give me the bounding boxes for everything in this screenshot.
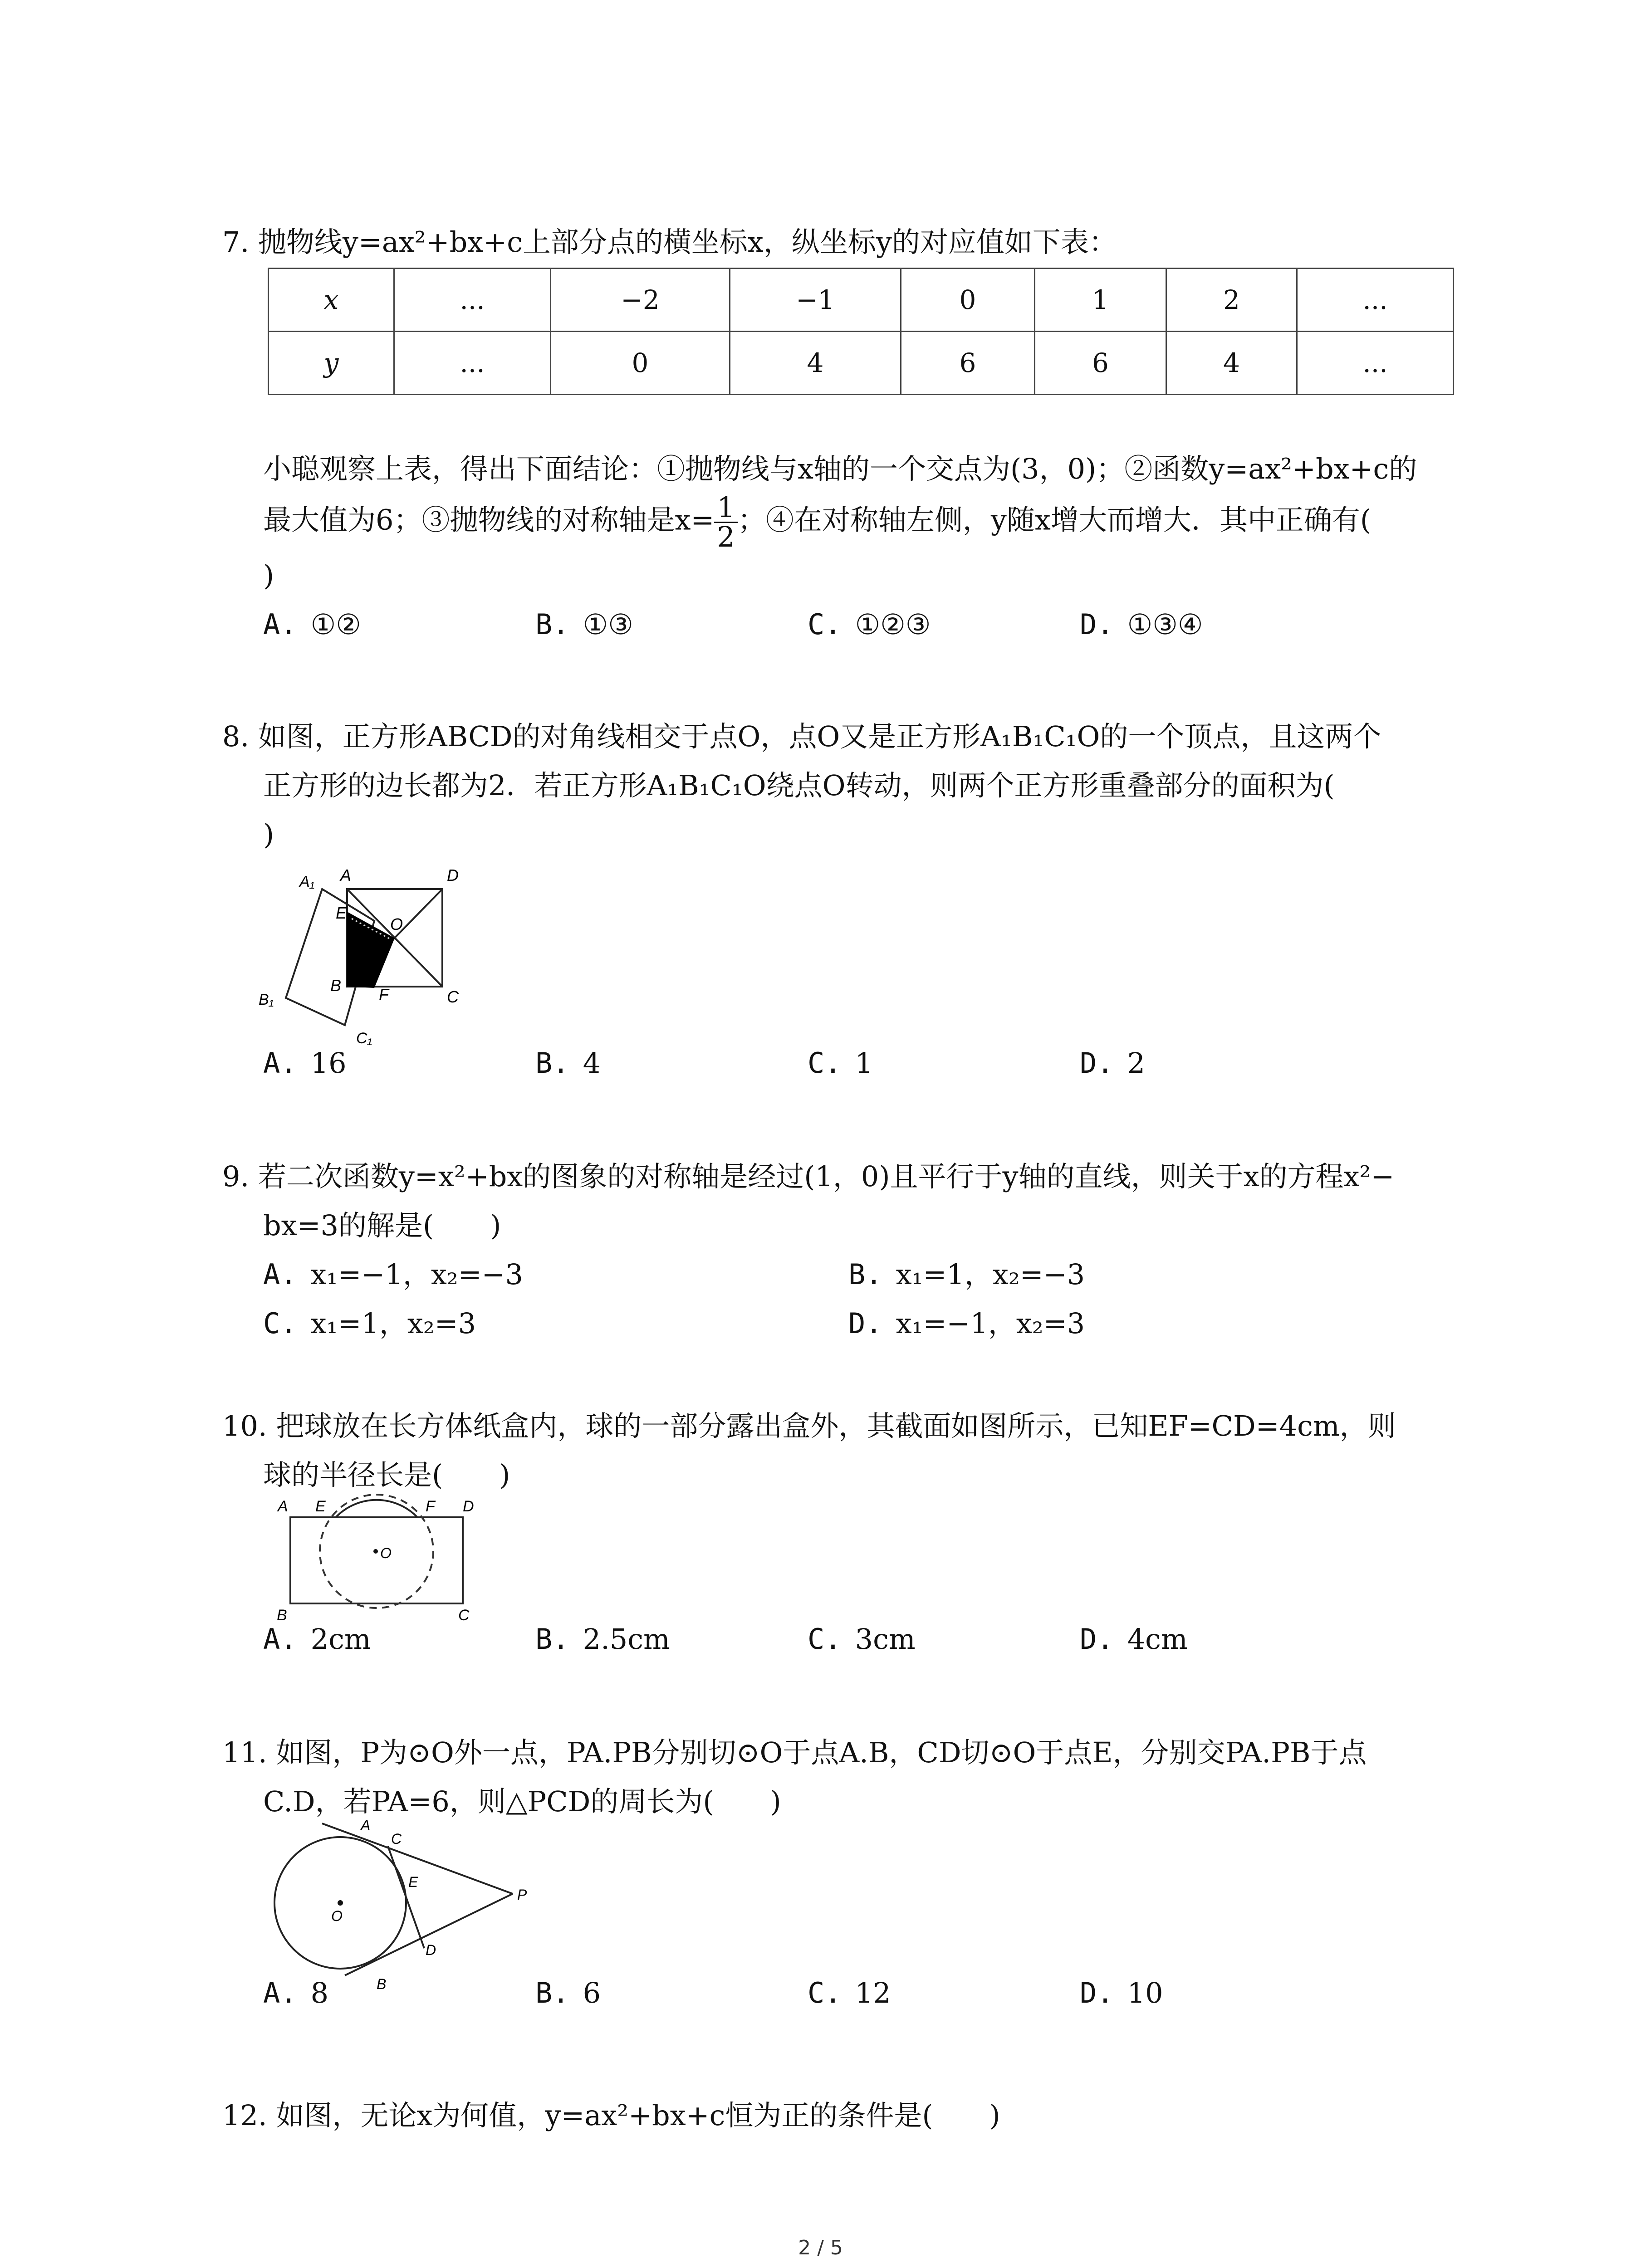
option-d[interactable]: D. 10 (1080, 1976, 1163, 2009)
option-b[interactable]: B. 4 (535, 1046, 601, 1080)
question-text: bx=3的解是( ) (263, 1209, 501, 1242)
option-a[interactable]: A. 16 (263, 1046, 347, 1080)
question-text: ) (263, 818, 274, 851)
option-a[interactable]: A. 2cm (263, 1623, 371, 1656)
option-a[interactable]: A. ①② (263, 608, 361, 641)
table-cell: 4 (730, 332, 901, 395)
question-text: ) (263, 559, 274, 592)
label-f: F (379, 985, 389, 1004)
question-stem: 抛物线y=ax²+bx+c上部分点的横坐标x，纵坐标y的对应值如下表： (258, 225, 1117, 259)
question-number: 7. (222, 225, 250, 259)
question-text: 如图，P为⊙O外一点，PA.PB分别切⊙O于点A.B，CD切⊙O于点E，分别交PA.PB于点 (276, 1736, 1367, 1769)
option-b[interactable]: B. ①③ (535, 608, 633, 641)
label-d: D (426, 1942, 436, 1958)
question-number: 9. (222, 1160, 250, 1193)
question-text: C.D，若PA=6，则△PCD的周长为( ) (263, 1785, 781, 1818)
label-c: C (447, 987, 459, 1006)
question-10 (222, 1402, 1456, 1500)
label-a1: A₁ (299, 873, 315, 890)
figure-q10 (272, 1492, 490, 1628)
question-7-body (222, 445, 1456, 649)
label-b: B (277, 1607, 287, 1624)
table-cell: 6 (901, 332, 1035, 395)
label-o: O (380, 1545, 392, 1561)
fraction: $\frac{1}{2}$ (714, 494, 737, 551)
option-c[interactable]: C. 12 (808, 1976, 891, 2009)
question-number: 11. (222, 1736, 267, 1769)
label-o: O (331, 1908, 343, 1924)
question-11 (222, 1728, 1456, 1826)
question-text: 球的半径长是( ) (263, 1458, 510, 1491)
label-a: A (361, 1819, 371, 1833)
question-8-options (222, 1039, 1456, 1088)
option-c[interactable]: C. 3cm (808, 1623, 916, 1656)
table-cell: 0 (551, 332, 730, 395)
question-text: 如图，无论x为何值，y=ax²+bx+c恒为正的条件是( ) (276, 2099, 1000, 2132)
label-p: P (517, 1887, 527, 1903)
figure-q8 (254, 862, 490, 1052)
question-number: 8. (222, 720, 250, 753)
value-table (268, 268, 1454, 395)
label-f: F (426, 1498, 435, 1515)
question-text: 如图，正方形ABCD的对角线相交于点O，点O又是正方形A₁B₁C₁O的一个顶点，且这两个 (258, 720, 1381, 753)
table-row-y (269, 332, 1454, 395)
table-cell: ... (1297, 332, 1454, 395)
label-a: A (278, 1498, 288, 1515)
label-d: D (463, 1498, 474, 1515)
question-text: 把球放在长方体纸盒内，球的一部分露出盒外，其截面如图所示，已知EF=CD=4cm，则 (276, 1409, 1396, 1442)
option-d[interactable]: D. ①③④ (1080, 608, 1203, 641)
page-number: 2 / 5 (798, 2236, 843, 2259)
label-b1: B₁ (259, 991, 274, 1008)
label-b: B (377, 1976, 387, 1991)
question-12 (222, 2091, 1456, 2140)
options (222, 600, 1456, 649)
label-o: O (390, 915, 403, 934)
table-cell: 4 (1166, 332, 1297, 395)
question-number: 12. (222, 2099, 267, 2132)
option-d[interactable]: D. 2 (1080, 1046, 1146, 1080)
question-text: 若二次函数y=x²+bx的图象的对称轴是经过(1，0)且平行于y轴的直线，则关于x的方程x²− (258, 1160, 1395, 1193)
table-cell: −2 (551, 269, 730, 332)
option-d[interactable]: D. x₁=−1，x₂=3 (848, 1307, 1085, 1340)
label-e: E (336, 904, 347, 922)
option-c[interactable]: C. x₁=1，x₂=3 (263, 1307, 476, 1340)
table-cell: ... (394, 269, 551, 332)
option-a[interactable]: A. 8 (263, 1976, 329, 2009)
question-text: 最大值为6；③抛物线的对称轴是x= $\frac{1}{2}$ ；④在对称轴左侧，y随x增大而增大．其中正确有( (263, 491, 1372, 553)
table-cell: −1 (730, 269, 901, 332)
question-10-options (222, 1615, 1456, 1664)
table-cell: ... (1297, 269, 1454, 332)
question-text: 正方形的边长都为2．若正方形A₁B₁C₁O绕点O转动，则两个正方形重叠部分的面积为( (263, 769, 1335, 802)
question-7 (222, 218, 1456, 267)
label-c: C (391, 1831, 402, 1847)
option-b[interactable]: B. x₁=1，x₂=−3 (848, 1258, 1085, 1291)
label-c1: C₁ (356, 1030, 372, 1047)
label-d: D (447, 866, 459, 885)
table-cell: y (269, 332, 394, 395)
label-c: C (458, 1607, 470, 1624)
table-row-x (269, 269, 1454, 332)
table-cell: 0 (901, 269, 1035, 332)
question-text: 小聪观察上表，得出下面结论：①抛物线与x轴的一个交点为(3，0)；②函数y=ax²+bx+c的 (263, 452, 1417, 485)
label-e: E (408, 1874, 418, 1890)
option-b[interactable]: B. 2.5cm (535, 1623, 670, 1656)
label-b: B (330, 976, 342, 995)
table-cell: x (269, 269, 394, 332)
label-e: E (315, 1498, 326, 1515)
option-d[interactable]: D. 4cm (1080, 1623, 1188, 1656)
question-number: 10. (222, 1409, 267, 1442)
table-cell: 1 (1035, 269, 1166, 332)
question-8 (222, 712, 1456, 859)
option-c[interactable]: C. 1 (808, 1046, 873, 1080)
option-c[interactable]: C. ①②③ (808, 608, 931, 641)
figure-q11 (272, 1819, 535, 1991)
table-cell: ... (394, 332, 551, 395)
table-cell: 2 (1166, 269, 1297, 332)
question-11-options (222, 1969, 1456, 2018)
option-a[interactable]: A. x₁=−1，x₂=−3 (263, 1258, 523, 1291)
label-a: A (340, 866, 352, 885)
option-b[interactable]: B. 6 (535, 1976, 601, 2009)
question-9 (222, 1152, 1456, 1348)
table-cell: 6 (1035, 332, 1166, 395)
